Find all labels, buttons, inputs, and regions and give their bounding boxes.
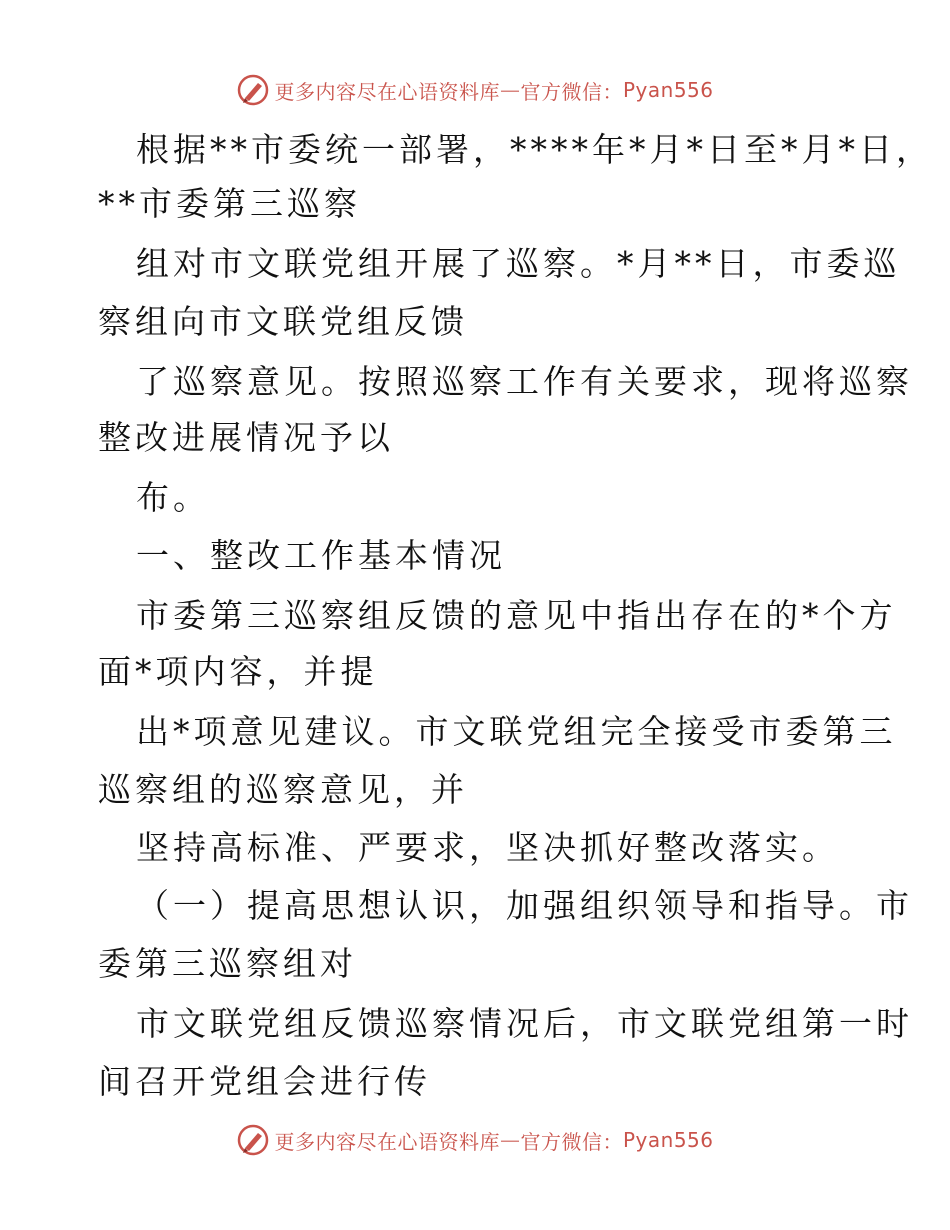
body-line: 整改进展情况予以 xyxy=(98,418,394,457)
pen-logo-icon xyxy=(236,73,270,107)
pen-logo-icon xyxy=(236,1123,270,1157)
subsection-heading: （一）提高思想认识，加强组织领导和指导。市 xyxy=(136,886,913,925)
body-line: 出*项意见建议。市文联党组完全接受市委第三 xyxy=(136,712,897,751)
body-line: 市文联党组反馈巡察情况后，市文联党组第一时 xyxy=(136,1004,913,1043)
watermark-wechat-label: 官方微信： xyxy=(520,1129,623,1154)
body-line: 根据**市委统一部署，****年*月*日至*月*日， xyxy=(136,130,933,169)
watermark-wechat-label: 官方微信： xyxy=(520,79,623,104)
watermark-site-text: 更多内容尽在心语资料库 xyxy=(274,79,500,104)
section-heading: 一、整改工作基本情况 xyxy=(136,536,506,575)
body-line: 组对市文联党组开展了巡察。*月**日，市委巡 xyxy=(136,244,901,283)
body-line: **市委第三巡察 xyxy=(98,184,361,223)
watermark-dash: — xyxy=(499,78,521,102)
watermark-site-text: 更多内容尽在心语资料库 xyxy=(274,1129,500,1154)
body-line: 了巡察意见。按照巡察工作有关要求，现将巡察 xyxy=(136,362,913,401)
footer-watermark xyxy=(0,1120,950,1160)
body-line: 委第三巡察组对 xyxy=(98,944,357,983)
body-line: 巡察组的巡察意见，并 xyxy=(98,770,468,809)
body-line: 间召开党组会进行传 xyxy=(98,1062,431,1101)
header-watermark xyxy=(0,70,950,110)
watermark-wechat-id: Pyan556 xyxy=(622,1128,714,1152)
body-line: 市委第三巡察组反馈的意见中指出存在的*个方 xyxy=(136,596,897,635)
body-line: 面*项内容，并提 xyxy=(98,652,378,691)
watermark-wechat-id: Pyan556 xyxy=(622,78,714,102)
watermark-dash: — xyxy=(499,1128,521,1152)
body-line: 布。 xyxy=(136,478,210,517)
body-line: 坚持高标准、严要求，坚决抓好整改落实。 xyxy=(136,828,839,867)
body-line: 察组向市文联党组反馈 xyxy=(98,302,468,341)
